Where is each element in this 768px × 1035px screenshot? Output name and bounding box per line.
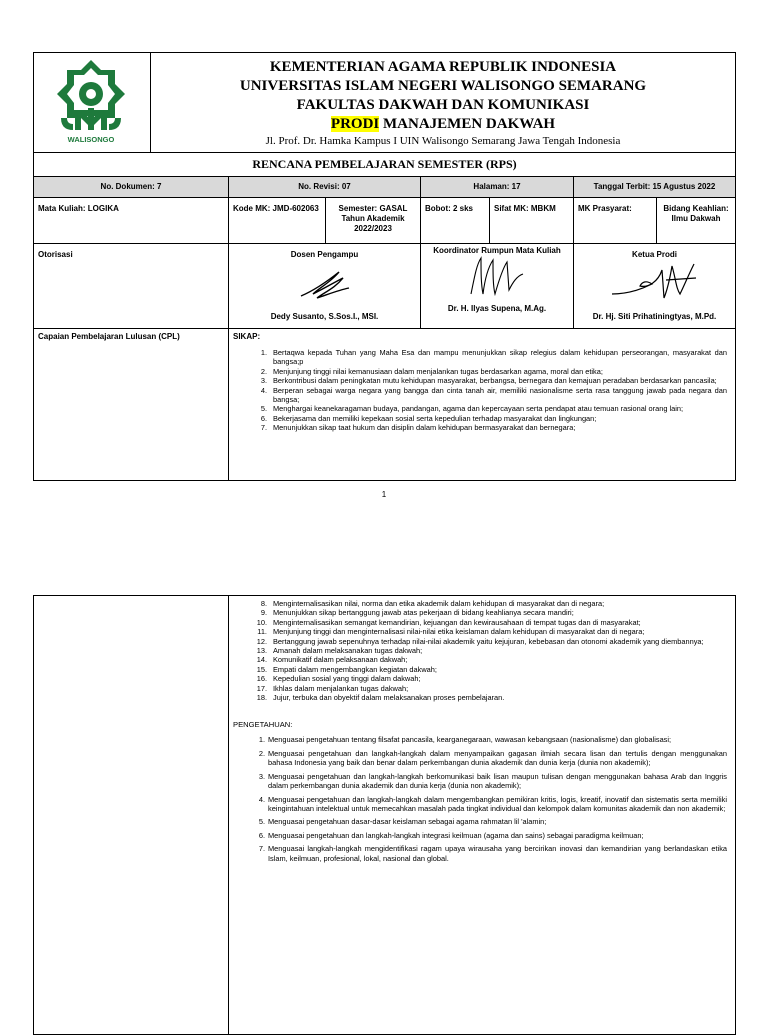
prodi-highlight: PRODI xyxy=(330,116,380,132)
list-item-number: 5. xyxy=(260,404,267,414)
list-item-text: Menguasai pengetahuan dasar-dasar keislaman sebagai agama rahmatan lil 'alamin; xyxy=(268,817,547,827)
list-item-text: Menguasai pengetahuan dan langkah-langkah dalam mengembangkan pemikiran kritis, logis, kreatif, inovatif dan sistematis serta memiliki keingintahuan intelektual untuk memecahkan masalah pada tingkat individual dan kelompok dalam komunitas akademik dan non akademik; xyxy=(268,794,727,813)
kaprodi-name: Dr. Hj. Siti Prihatiningtyas, M.Pd. xyxy=(592,312,717,321)
list-item xyxy=(233,817,727,826)
list-item-text: Kepedulian sosial yang tinggi dalam dakwah; xyxy=(273,674,421,684)
cpl-content-page1 xyxy=(228,328,736,481)
mk-prasyarat: MK Prasyarat: xyxy=(573,197,657,244)
koordinator-cell xyxy=(420,243,574,329)
list-item-text: Menguasai pengetahuan tentang filsafat pancasila, kearganegaraan, wawasan kebangsaan (nasionalisme) dan globalisasi; xyxy=(268,735,672,745)
list-item xyxy=(233,404,727,413)
list-item-text: Menjunjung tinggi nilai kemanusiaan dalam menjalankan tugas berdasarkan agama, moral dan etika; xyxy=(273,366,603,376)
list-item xyxy=(233,618,727,627)
cpl-content-page2 xyxy=(228,595,736,1035)
dosen-name: Dedy Susanto, S.Sos.I., MSI. xyxy=(270,312,379,321)
list-item-number: 4. xyxy=(260,385,267,395)
list-item-number: 4. xyxy=(258,794,265,804)
document-title: RENCANA PEMBELAJARAN SEMESTER (RPS) xyxy=(33,152,736,177)
list-item-number: 7. xyxy=(258,844,265,854)
list-item-number: 2. xyxy=(258,748,265,758)
list-item-text: Menunjukkan sikap taat hukum dan disiplin dalam kehidupan bermasyarakat dan bernegara; xyxy=(273,423,576,433)
list-item xyxy=(233,348,727,367)
list-item-number: 15. xyxy=(256,664,267,674)
list-item-text: Bekerjasama dan memiliki kepekaan sosial serta kepedulian terhadap masyarakat dan lingkungan; xyxy=(273,413,597,423)
dosen-title: Dosen Pengampu xyxy=(290,250,359,259)
list-item-number: 3. xyxy=(258,771,265,781)
list-item-text: Bertaqwa kepada Tuhan yang Maha Esa dan mampu menunjukkan sikap relegius dalam kehidupan perseorangan, masyarakat dan bangsa;p xyxy=(273,348,727,367)
list-item xyxy=(233,655,727,664)
list-item-number: 7. xyxy=(260,423,267,433)
kaprodi-cell xyxy=(573,243,736,329)
prodi-line xyxy=(150,115,736,134)
prodi-name: MANAJEMEN DAKWAH xyxy=(379,116,556,132)
mata-kuliah: Mata Kuliah: LOGIKA xyxy=(33,197,229,244)
list-item xyxy=(233,772,727,791)
list-item-number: 6. xyxy=(260,413,267,423)
list-item xyxy=(233,599,727,608)
pengetahuan-list xyxy=(233,735,727,862)
list-item xyxy=(233,693,727,702)
list-item-number: 5. xyxy=(258,817,265,827)
list-item xyxy=(233,376,727,385)
list-item-number: 17. xyxy=(256,683,267,693)
list-item xyxy=(233,844,727,863)
list-item-text: Empati dalam mengembangkan kegiatan dakwah; xyxy=(273,664,437,674)
semester: Semester: GASAL Tahun Akademik 2022/2023 xyxy=(325,197,421,244)
list-item xyxy=(233,637,727,646)
list-item xyxy=(233,646,727,655)
list-item-text: Menguasai pengetahuan dan langkah-langkah berkomunikasi baik lisan maupun tulisan dengan menggunakan bahasa Arab dan Inggris dalam perkembangan dunia akademik dan dunia kerja (dunia non akademik); xyxy=(268,771,727,791)
list-item-text: Bertanggung jawab sepenuhnya terhadap nilai-nilai akademik yaitu kejujuran, kebebasan dan otonomi akademik yang diembannya; xyxy=(273,636,704,646)
otorisasi-label: Otorisasi xyxy=(33,243,229,329)
tanggal-terbit: Tanggal Terbit: 15 Agustus 2022 xyxy=(573,176,736,198)
list-item xyxy=(233,674,727,683)
no-revisi: No. Revisi: 07 xyxy=(228,176,421,198)
list-item xyxy=(233,414,727,423)
sikap-list-page1 xyxy=(233,348,727,433)
page-number: 1 xyxy=(381,490,387,499)
uin-walisongo-logo-icon xyxy=(51,58,131,148)
cpl-left-page2 xyxy=(33,595,229,1035)
list-item-text: Berkontribusi dalam peningkatan mutu kehidupan masyarakat, berbangsa, bernegara dan kemajuan peradaban berdasarkan pancasila; xyxy=(273,376,717,386)
list-item-number: 1. xyxy=(260,348,267,357)
list-item xyxy=(233,735,727,744)
list-item-number: 8. xyxy=(260,599,267,608)
kaprodi-title: Ketua Prodi xyxy=(632,250,677,259)
list-item-number: 14. xyxy=(256,655,267,665)
list-item-number: 6. xyxy=(258,830,265,840)
koordinator-title: Koordinator Rumpun Mata Kuliah xyxy=(433,246,561,255)
list-item-text: Menguasai pengetahuan dan langkah-langkah dalam menyampaikan gagasan ilmiah secara lisan dan tertulis dengan menggunakan bahasa Indonesia yang baik dan benar dalam perkembangan dunia akademik dan dunia kerja (dunia non akademik); xyxy=(268,748,727,768)
list-item xyxy=(233,386,727,405)
institution-header xyxy=(150,58,736,148)
list-item-number: 11. xyxy=(257,627,267,637)
list-item xyxy=(233,367,727,376)
list-item-number: 9. xyxy=(260,608,267,618)
bobot: Bobot: 2 sks xyxy=(420,197,490,244)
list-item-number: 18. xyxy=(256,693,267,703)
logo-text: WALISONGO xyxy=(67,135,115,144)
koordinator-signature-icon xyxy=(467,254,527,298)
list-item xyxy=(233,423,727,432)
list-item xyxy=(233,749,727,768)
list-item-number: 12. xyxy=(256,636,267,646)
list-item xyxy=(233,684,727,693)
list-item-text: Amanah dalam melaksanakan tugas dakwah; xyxy=(273,646,423,656)
dosen-signature-icon xyxy=(295,266,355,302)
list-item xyxy=(233,795,727,814)
list-item-text: Menginternalisasikan nilai, norma dan etika akademik dalam kehidupan di masyarakat dan di negara; xyxy=(273,599,605,608)
list-item-number: 13. xyxy=(256,646,267,656)
sikap-heading: SIKAP: xyxy=(233,332,261,341)
list-item xyxy=(233,627,727,636)
list-item-number: 2. xyxy=(260,366,267,376)
koordinator-name: Dr. H. Ilyas Supena, M.Ag. xyxy=(447,304,547,313)
list-item-text: Ikhlas dalam menjalankan tugas dakwah; xyxy=(273,683,409,693)
ministry-line: KEMENTERIAN AGAMA REPUBLIK INDONESIA xyxy=(269,59,617,75)
faculty-line: FAKULTAS DAKWAH DAN KOMUNIKASI xyxy=(296,97,590,113)
list-item-text: Menunjukkan sikap bertanggung jawab atas pekerjaan di bidang keahlianya secara mandiri; xyxy=(273,608,574,618)
list-item-text: Menjunjung tinggi dan menginternalisasi nilai-nilai etika keislaman dalam kehidupan di masyarakat dan di negara; xyxy=(273,627,645,637)
cpl-label: Capaian Pembelajaran Lulusan (CPL) xyxy=(33,328,229,481)
address-line: Jl. Prof. Dr. Hamka Kampus I UIN Walisongo Semarang Jawa Tengah Indonesia xyxy=(265,135,621,147)
logo-cell xyxy=(33,52,151,153)
list-item-text: Menginternalisasikan semangat kemandirian, kejuangan dan kewirausahaan di tempat tugas dan di masyarakat; xyxy=(273,617,641,627)
list-item-number: 10. xyxy=(256,617,267,627)
list-item-text: Menguasai langkah-langkah mengidentifikasi ragam upaya wirausaha yang bercirikan inovasi dan kemandirian yang berlandaskan etika Islam, keilmuan, profesional, lokal, nasional dan global. xyxy=(268,844,727,863)
pengetahuan-heading: PENGETAHUAN: xyxy=(233,720,293,730)
list-item-text: Menghargai keanekaragaman budaya, pandangan, agama dan kepercayaan serta pendapat atau temuan rasional orang lain; xyxy=(273,404,684,414)
kaprodi-signature-icon xyxy=(606,258,702,302)
sifat-mk: Sifat MK: MBKM xyxy=(489,197,574,244)
kode-mk: Kode MK: JMD-602063 xyxy=(228,197,326,244)
list-item-number: 1. xyxy=(258,735,265,745)
list-item-text: Komunikatif dalam pelaksanaan dakwah; xyxy=(273,655,408,665)
list-item xyxy=(233,608,727,617)
list-item xyxy=(233,831,727,840)
list-item-text: Jujur, terbuka dan obyektif dalam melaksanakan proses pembelajaran. xyxy=(273,693,505,703)
dosen-cell xyxy=(228,243,421,329)
halaman: Halaman: 17 xyxy=(420,176,574,198)
list-item xyxy=(233,665,727,674)
university-line: UNIVERSITAS ISLAM NEGERI WALISONGO SEMARANG xyxy=(239,78,647,94)
list-item-number: 3. xyxy=(260,376,267,386)
bidang-keahlian: Bidang Keahlian: Ilmu Dakwah xyxy=(656,197,736,244)
list-item-text: Menguasai pengetahuan dan langkah-langkah integrasi keilmuan (agama dan sains) sebagai paradigma keilmuan; xyxy=(268,830,644,840)
no-dokumen: No. Dokumen: 7 xyxy=(33,176,229,198)
sikap-list-page2 xyxy=(233,599,727,702)
list-item-text: Berperan sebagai warga negara yang bangga dan cinta tanah air, memiliki nasionalisme serta rasa tanggung jawab pada negara dan bangsa; xyxy=(273,385,727,405)
list-item-number: 16. xyxy=(256,674,267,684)
